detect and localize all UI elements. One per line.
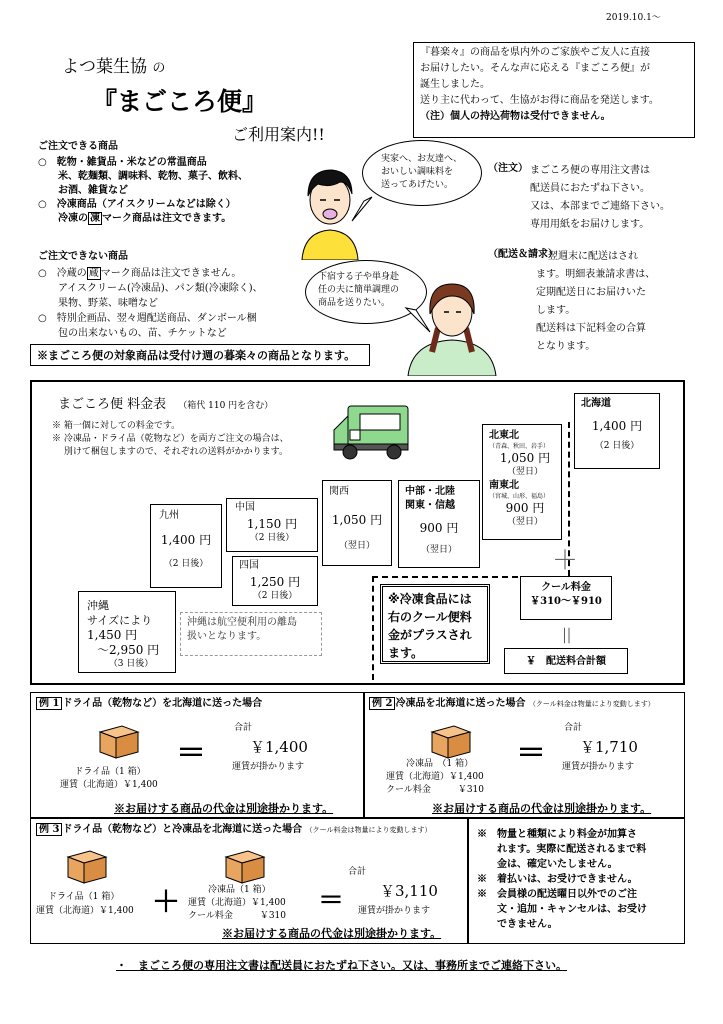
order-note-label: （注文） <box>488 163 528 174</box>
woman-figure-icon <box>402 272 502 376</box>
order-note-line: 又は、本部までご連絡下さい。 <box>530 201 670 212</box>
equals-icon: ＝ <box>516 736 546 771</box>
side-notes <box>468 818 685 944</box>
example-3-item1: ドライ品（1 箱） <box>48 892 120 902</box>
example-2-footer: ※お届けする商品の代金は別途掛かります。 <box>432 802 652 815</box>
region-name: 九州 <box>159 510 179 521</box>
fee-title-label: まごころ便 料金表 <box>58 397 167 412</box>
delivery-note-label: （配送＆請求） <box>488 249 558 260</box>
okinawa-note-line: 扱いとなります。 <box>187 631 267 642</box>
region-name: 北東北 <box>489 430 519 441</box>
frozen-note <box>380 584 490 664</box>
frozen-note-line: ※冷凍食品には <box>388 592 472 606</box>
region-price: 1,150 円 <box>246 517 298 531</box>
side-note-line: ※ 会員様の配送曜日以外でのご注 <box>477 889 637 900</box>
cannot-order-line: ○ 特別企画品、翌々週配送商品、ダンボール梱 <box>38 313 257 324</box>
cannot-order-line: アイスクリーム(冷凍品)、パン類(冷凍除く)、 <box>38 283 263 294</box>
cannot-order-line: 包の出来ないもの、苗、チケットなど <box>38 328 227 339</box>
example-1-sum: ￥1,400 <box>250 738 308 756</box>
example-tag: 例 3 <box>36 823 62 836</box>
region-price: 1,400 円 <box>591 419 643 433</box>
example-3-cool2: クール料金 ￥310 <box>188 911 286 921</box>
region-kansai <box>322 480 392 566</box>
example-3-item2: 冷凍品（1 箱） <box>208 885 271 895</box>
side-note-line: れます。実際に配送されるまで料 <box>477 844 647 855</box>
can-order-line: ○ 冷凍商品（アイスクリームなどは除く） <box>38 199 236 210</box>
cardboard-box-icon <box>64 845 110 885</box>
example-title-label: ドライ品（乾物など）を北海道に送った場合 <box>62 698 263 709</box>
can-order-line: 米、乾麺類、調味料、乾物、菓子、飲料、 <box>38 171 248 182</box>
region-price: ～2,950 円 <box>97 643 160 657</box>
frozen-note-line: 右のクール便料 <box>388 610 472 624</box>
region-name: 南東北 <box>489 480 519 491</box>
example-2-fare: 運賃（北海道）￥1,400 <box>386 772 484 782</box>
order-note <box>488 162 670 234</box>
side-note-line: ※ 着払いは、お受けできません。 <box>477 874 638 885</box>
bubble-line: 商品を送りたい。 <box>318 298 391 308</box>
example-1-sum-note: 運賃が掛かります <box>232 762 305 772</box>
bubble-line: 送ってあげたい。 <box>381 180 454 190</box>
region-price: 1,050 円 <box>499 451 551 465</box>
can-order-line: マーク商品は注文できます。 <box>102 213 232 224</box>
org-no: の <box>152 61 166 76</box>
refrigerated-mark-icon: 蔵 <box>88 268 99 279</box>
example-3-fare2: 運賃（北海道）￥1,400 <box>188 898 286 908</box>
region-chubu <box>398 480 480 568</box>
side-note-line: 文・追加・キャンセルは、お受け <box>477 904 647 915</box>
region-sub: （青森、秋田、岩手） <box>489 443 550 450</box>
region-days: （翌日） <box>506 517 543 527</box>
region-price: 900 円 <box>419 521 459 535</box>
delivery-note-line: 配送料は下記料金の合算 <box>536 323 646 334</box>
region-kyushu <box>150 504 222 588</box>
cannot-order-section <box>38 250 263 341</box>
fee-note-line: ※ 箱一個に対しての料金です。 <box>52 421 181 431</box>
example-title-note: （クール料金は物量により変動します） <box>305 826 432 834</box>
side-note-line: ※ 物量と種類により料金が加算さ <box>477 829 637 840</box>
bubble-line: 任の夫に簡単調理の <box>318 285 400 295</box>
region-sub: （宮城、山形、福島） <box>489 493 550 500</box>
fee-note-line: ※ 冷凍品・ドライ品（乾物など）を両方ご注文の場合は、 <box>52 434 289 444</box>
region-name: 四国 <box>239 560 259 571</box>
man-figure-icon <box>290 160 370 260</box>
bottom-note: ・ まごころ便の専用注文書は配送員におたずね下さい。又は、事務所までご連絡下さい。 <box>116 959 567 972</box>
intro-line: お届けしたい。そんな声に応える『まごころ便』が <box>420 63 650 74</box>
cannot-order-line: 果物、野菜、味噌など <box>38 298 158 309</box>
equals-icon: ＝ <box>176 736 206 771</box>
region-name: 中国 <box>235 502 255 513</box>
example-title-note: （クール料金は物量により変動します） <box>528 700 655 708</box>
plus-icon: ＋ <box>152 885 181 918</box>
cardboard-box-icon <box>428 720 474 760</box>
can-order-line: お酒、雑貨など <box>38 185 128 196</box>
region-hokkaido <box>574 393 660 469</box>
dashed-divider <box>372 576 374 680</box>
cool-fee-value: ￥310～￥910 <box>530 596 602 607</box>
region-price: 1,050 円 <box>331 513 383 527</box>
bubble-line: 実家へ、お友達へ、 <box>381 154 463 164</box>
example-2-item: 冷凍品 （1 箱） <box>406 759 474 769</box>
bubble-line: おいしい調味料を <box>381 167 454 177</box>
side-note-line: 金は、確定いたしません。 <box>477 859 618 870</box>
fee-note-line: 別けて梱包しますので、それぞれの送料がかかります。 <box>52 447 288 457</box>
region-days: （翌日） <box>420 545 457 555</box>
example-2-sum-note: 運賃が掛かります <box>562 762 635 772</box>
can-order-line: ○ 乾物・雑貨品・米などの常温商品 <box>38 157 207 168</box>
cannot-order-line: ○ 冷蔵の <box>38 268 87 279</box>
region-chugoku <box>226 498 318 552</box>
bubble-line: 下宿する子や単身赴 <box>318 272 400 282</box>
plus-icon: ＋ <box>552 546 579 576</box>
delivery-note-line: 翌週末に配送はされ <box>548 251 638 262</box>
example-1-title <box>36 697 262 711</box>
region-days: （2 日後） <box>249 533 295 543</box>
fee-notes <box>52 420 289 459</box>
guide-title: ご利用案内!! <box>232 125 325 144</box>
region-name: 関東・信越 <box>405 500 455 511</box>
example-3-title <box>36 823 432 837</box>
region-name: 沖縄 <box>87 599 109 612</box>
region-days: （翌日） <box>506 467 543 477</box>
region-sub: サイズにより <box>87 614 153 627</box>
cool-fee-box <box>520 576 612 620</box>
intro-line: 送り主に代わって、生協がお得に商品を発送します。 <box>420 95 659 106</box>
example-3-fare1: 運賃（北海道）￥1,400 <box>36 906 134 916</box>
region-days: （翌日） <box>338 541 375 551</box>
can-order-line: 冷凍の <box>38 213 88 224</box>
can-order-section <box>38 140 248 226</box>
region-name: 北海道 <box>581 398 611 409</box>
region-shikoku <box>232 556 318 606</box>
frozen-note-line: ます。 <box>388 646 424 660</box>
okinawa-note-line: 沖縄は航空便利用の離島 <box>187 617 297 628</box>
order-note-line: まごころ便の専用注文書は <box>530 165 650 176</box>
cardboard-box-icon <box>96 720 142 760</box>
org-name <box>62 52 165 77</box>
region-name: 中部・北陸 <box>405 486 455 497</box>
region-tohoku <box>482 424 562 540</box>
region-price: 1,250 円 <box>249 575 301 589</box>
region-days: （2 日後） <box>594 441 640 451</box>
example-1-footer: ※お届けする商品の代金は別途掛かります。 <box>114 802 334 815</box>
region-price: 1,450 円 <box>87 628 138 642</box>
example-2-title <box>369 697 655 711</box>
region-name: 関西 <box>329 486 349 497</box>
region-price: 900 円 <box>505 501 545 515</box>
fee-box-note: （箱代 110 円を含む） <box>178 401 274 411</box>
region-days: （3 日後） <box>108 659 154 669</box>
example-tag: 例 1 <box>36 697 62 710</box>
intro-line: 『暮楽々』の商品を県内外のご家族やご友人に直接 <box>420 47 650 58</box>
example-1-item: ドライ品（1 箱） <box>74 767 146 777</box>
speech-bubble-1 <box>362 140 482 206</box>
region-days: （2 日後） <box>163 559 209 569</box>
example-tag: 例 2 <box>369 697 395 710</box>
intro-note: （注）個人の持込荷物は受付できません。 <box>420 111 611 122</box>
example-1-fare: 運賃（北海道）￥1,400 <box>60 780 158 790</box>
delivery-note-line: します。 <box>536 305 576 316</box>
cardboard-box-icon <box>222 845 268 885</box>
truck-icon <box>330 400 410 462</box>
cannot-order-line: マーク商品は注文できません。 <box>100 268 242 279</box>
frozen-mark-icon: 凍 <box>90 213 100 224</box>
region-days: （2 日後） <box>252 591 298 601</box>
intro-line: 誕生しました。 <box>420 79 490 90</box>
example-2-sum: ￥1,710 <box>580 738 638 756</box>
side-note-line: できません。 <box>477 919 558 930</box>
example-1-sum-label: 合計 <box>234 723 253 733</box>
region-price: 1,400 円 <box>160 533 212 547</box>
org-label: よつ葉生協 <box>62 57 147 77</box>
example-title-label: ドライ品（乾物など）と冷凍品を北海道に送った場合 <box>62 824 303 835</box>
example-3-sum: ￥3,110 <box>380 882 438 900</box>
delivery-note-line: 定期配送日にお届けいた <box>536 287 646 298</box>
example-2-sum-label: 合計 <box>564 723 583 733</box>
region-okinawa <box>78 591 176 673</box>
example-title-label: 冷凍品を北海道に送った場合 <box>395 698 526 709</box>
equals-icon: ＝ <box>552 624 578 647</box>
example-3-footer: ※お届けする商品の代金は別途掛かります。 <box>222 927 442 940</box>
intro-box <box>413 42 695 138</box>
cool-fee-label: クール料金 <box>541 582 591 593</box>
delivery-note-line: となります。 <box>536 341 596 352</box>
example-2-cool: クール料金 ￥310 <box>386 785 484 795</box>
frozen-note-line: 金がプラスされ <box>388 628 472 642</box>
order-note-line: 配送員におたずね下さい。 <box>530 183 650 194</box>
date: 2019.10.1～ <box>606 13 661 23</box>
example-3-sum-label: 合計 <box>348 867 367 877</box>
service-title: 『まごころ便』 <box>92 87 268 116</box>
notice-bar: ※まごころ便の対象商品は受付け週の暮楽々の商品となります。 <box>30 344 370 366</box>
total-fee-box: ￥ 配送料合計額 <box>504 648 628 674</box>
delivery-note-line: ます。明細表兼請求書は、 <box>536 269 656 280</box>
order-note-line: 専用用紙をお届けします。 <box>530 219 650 230</box>
cannot-order-title: ご注文できない商品 <box>38 251 128 262</box>
fee-title <box>58 393 273 413</box>
example-3-sum-note: 運賃が掛かります <box>358 906 431 916</box>
equals-icon: ＝ <box>318 886 345 916</box>
can-order-title: ご注文できる商品 <box>38 141 118 152</box>
okinawa-note <box>180 612 322 656</box>
